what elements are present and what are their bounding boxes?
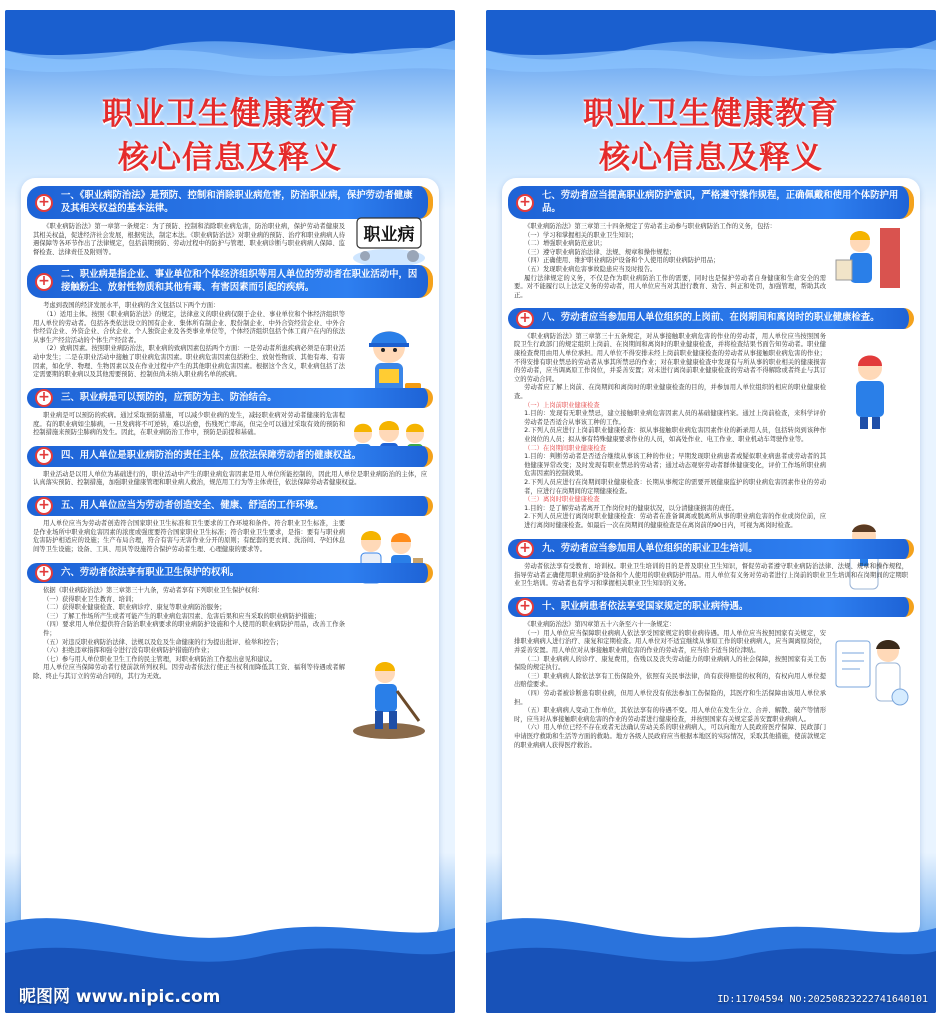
section-9-body: 劳动者依法享有受教育、培训权。职业卫生培训的目的是普及职业卫生知识，督促劳动者遵守职业病防治法律、法规、规章和操作规程，指导劳动者正确使用职业病防护设备和个人使用的职业病防护用品。用人单位有义务对劳动者进行上岗前的职业卫生培训和在岗期间的定期职业卫生培训。劳动者也有学习和掌握相关职业卫生知识的义务。 [514,563,908,588]
section-3-body: 职业病是可以预防的疾病。通过采取预防措施，可以减少职业病的发生，减轻职业病对劳动者健康的危害程度。有的职业病如尘肺病，一旦发病将不可逆转，难以治愈，伤残死亡率高，但完全可以通过采取有效的预防和控制措施来预防尘肺病的发生。因此，在职业病防治工作中，预防是前提和基础。 [33,412,345,437]
plus-icon: + [35,564,53,582]
plus-icon: + [35,194,53,212]
content-card-left [21,178,439,938]
section-2-body: 考虑到我国的经济发展水平，职业病的含义包括以下两个方面： （1）适用主体。按照《职业病防治法》的规定，法律意义的职业病仅限于企业、事业单位和个体经济组织等用人单位的劳动者。包括各类依法设立的国有企业、集体所有制企业、股份制企业、中外合资经营企业、中外合作经营企业、外资企业、合伙企业、个人独资企业及各类事业单位等，个体经济组织包括个体工商户在内的依法从事生产经营活动的个体生产经营者。 （2）致病因素。按照职业病防治法，职业病的致病因素包括两个方面：一是劳动者所患疾病必须是在职业活动中发生；二是在职业活动中接触了职业病危害因素。职业病危害因素包括粉尘、放射性物质、其他有毒、有害因素，如化学、物理、生物因素以及在作业过程中产生的其他职业病危害因素。根据这个含义，职业病包括了法定需要期的职业病以及其他需要预防、控制但尚未纳入职业病名单的疾病。 [33,302,345,379]
section-5-body: 用人单位应当为劳动者创造符合国家职业卫生标准和卫生要求的工作环境和条件。符合职业卫生标准，主要是作业场所中职业病危害因素的浓度或强度要符合国家职业卫生标准；符合职业卫生要求，是指：要有与职业病危害防护相适应的设施；生产布局合理，符合有害与无害作业分开的原则；有配套的更衣间、洗浴间、孕妇休息间等卫生设施；设备、工具、用具等设施符合保护劳动者生理、心理健康的要求等。 [33,520,345,553]
section-3 [27,388,433,438]
poster-title-line1: 职业卫生健康教育 [102,96,358,132]
section-6-heading: + 六、劳动者依法享有职业卫生保护的权利。 [27,563,433,584]
section-10-heading: + 十、职业病患者依法享受国家规定的职业病待遇。 [508,597,914,618]
illustration-label: 职业病 [363,225,415,245]
section-10-body: 《职业病防治法》第四章第五十六条至六十一条规定： （一）用人单位应当保障职业病病人依法享受国家规定的职业病待遇。用人单位应当按照国家有关规定，安排职业病病人进行治疗、康复和定期检查。用人单位对不适宜继续从事原工作的职业病病人，应当调离原岗位，并妥善安置。用人单位对从事接触职业病危害的作业的劳动者，应当给予适当岗位津贴。 （二）职业病病人的诊疗、康复费用，伤残以及丧失劳动能力的职业病病人的社会保障，按照国家有关工伤保险的规定执行。 （三）职业病病人除依法享有工伤保险外，依照有关民事法律，尚有获得赔偿的权利的，有权向用人单位提出赔偿要求。 （四）劳动者被诊断患有职业病，但用人单位没有依法参加工伤保险的，其医疗和生活保障由该用人单位承担。 （五）职业病病人变动工作单位，其依法享有的待遇不变。用人单位在发生分立、合并、解散、破产等情形时，应当对从事接触职业病危害的作业的劳动者进行健康检查，并按照国家有关规定妥善安置职业病病人。 （六）用人单位已经不存在或者无法确认劳动关系的职业病病人，可以向地方人民政府医疗保障、民政部门申请医疗救助和生活等方面的救助。地方各级人民政府应当根据本地区的实际情况，采取其他措施，使前款规定的职业病病人获得医疗救治。 [514,621,826,749]
section-2 [27,265,433,379]
poster-title-line1: 职业卫生健康教育 [583,96,839,132]
watermark-text: 昵图网 www.nipic.com [19,987,221,1007]
plus-icon: + [516,194,534,212]
poster-right [486,10,936,1013]
occupational-disease-illustration [349,208,429,270]
section-6 [27,563,433,682]
section-9 [508,539,914,589]
section-10 [508,597,914,750]
section-8 [508,308,914,530]
section-1 [27,186,433,257]
section-4-body: 职业活动是以用人单位为基础进行的，职业活动中产生的职业病危害因素是用人单位所能控制的，因此用人单位是职业病防治的主体，应认真落实预防、控制措施，加强职业健康管理和职业病人救治，规范用工行为等主体责任，依法保障劳动者健康权益。 [33,470,427,487]
plus-icon: + [35,389,53,407]
plus-icon: + [516,598,534,616]
section-5 [27,496,433,555]
content-card-right [502,178,920,938]
section-8-heading: + 八、劳动者应当参加用人单位组织的上岗前、在岗期间和离岗时的职业健康检查。 [508,308,914,329]
section-1-heading: + 一、《职业病防治法》是预防、控制和消除职业病危害，防治职业病，保护劳动者健康及其相关权益的基本法律。 [27,186,433,219]
worker-red-helmet-illustration [830,342,910,432]
section-6-body: 依据《职业病防治法》第三章第三十九条，劳动者享有下列职业卫生保护权利： （一）获得职业卫生教育、培训； （二）获得职业健康检查、职业病诊疗、康复等职业病防治服务； （三）了解工作场所产生或者可能产生的职业病危害因素、危害后果和应当采取的职业病防护措施； （四）要求用人单位提供符合防治职业病要求的职业病防护设施和个人使用的职业病防护用品，改善工作条件； （五）对违反职业病防治法律、法规以及危及生命健康的行为提出批评、检举和控告； （六）拒绝违章指挥和强令进行没有职业病防护措施的作业； （七）参与用人单位职业卫生工作的民主管理，对职业病防治工作提出意见和建议。 用人单位应当保障劳动者行使前款所列权利。因劳动者依法行使正当权利而降低其工资、福利等待遇或者解除、终止与其订立的劳动合同的，其行为无效。 [33,587,345,680]
top-wave-decoration [5,10,455,90]
section-5-heading: + 五、用人单位应当为劳动者创造安全、健康、舒适的工作环境。 [27,496,433,517]
section-7-body: 《职业病防治法》第三章第三十四条规定了劳动者主动参与职业病防治工作的义务，包括： （一）学习和掌握相关的职业卫生知识； （二）增强职业病防范意识； （三）遵守职业病防治法律、法规、规章和操作规程； （四）正确使用、维护职业病防护设备和个人使用的职业病防护用品； （五）发现职业病危害事故隐患应当及时报告。 履行法律规定的义务，不仅是作为职业病防治工作的需要，同时也是保护劳动者自身健康和生命安全的需要。对不能履行以上法定义务的劳动者，用人单位应当对其进行教育、劝告、纠正和处罚，加强管理，帮助其改正。 [514,223,826,299]
engineer-illustration [830,220,910,296]
section-1-body: 《职业病防治法》第一章第一条规定：为了预防、控制和消除职业病危害，防治职业病，保护劳动者健康及其相关权益，促进经济社会发展，根据宪法，制定本法。《职业病防治法》对职业病的预防、治疗和职业病病人待遇保障等各环节作出了法律规定，包括前期预防、劳动过程中的防护与管理、职业病诊断与职业病病人保障、监督检查、法律责任及附则等。 [33,223,345,256]
plus-icon: + [35,273,53,291]
plus-icon: + [516,310,534,328]
section-4 [27,446,433,488]
miner-worker-illustration [349,651,429,741]
top-wave-decoration [486,10,936,90]
section-2-heading: + 二、职业病是指企业、事业单位和个体经济组织等用人单位的劳动者在职业活动中，因接触粉尘、放射性物质和其他有毒、有害因素而引起的疾病。 [27,265,433,298]
plus-icon: + [35,447,53,465]
section-7-heading: + 七、劳动者应当提高职业病防护意识，严格遵守操作规程，正确佩戴和使用个体防护用品。 [508,186,914,219]
image-id-text: ID:11704594 NO:20250823222741640101 [717,994,928,1005]
nurse-clipboard-illustration [830,627,910,717]
poster-title-line2: 核心信息及释义 [118,140,342,176]
poster-title-line2: 核心信息及释义 [599,140,823,176]
section-9-heading: + 九、劳动者应当参加用人单位组织的职业卫生培训。 [508,539,914,560]
section-3-heading: + 三、职业病是可以预防的，应预防为主、防治结合。 [27,388,433,409]
section-4-heading: + 四、用人单位是职业病防治的责任主体，应依法保障劳动者的健康权益。 [27,446,433,467]
section-8-body: 《职业病防治法》第三章第三十五条规定，对从事接触职业病危害的作业的劳动者，用人单位应当按照国务院卫生行政部门的规定组织上岗前、在岗期间和离岗时的职业健康检查，并将检查结果书面告知劳动者。职业健康检查费用由用人单位承担。用人单位不得安排未经上岗前职业健康检查的劳动者从事接触职业病危害的作业；不得安排有职业禁忌的劳动者从事其所禁忌的作业；对在职业健康检查中发现有与所从事的职业相关的健康损害的劳动者，应当调离原工作岗位，并妥善安置；对未进行离岗前职业健康检查的劳动者不得解除或者终止与其订立的劳动合同。 劳动者应了解上岗前、在岗期间和离岗时的职业健康检查的目的，并参加用人单位组织的相应的职业健康检查。 （一）上岗前职业健康检查 1.目的：发现有无职业禁忌，建立接触职业病危害因素人员的基础健康档案。通过上岗前检查，来科学评价劳动者是否适合从事该工种的工作。 2.下列人员应进行上岗前职业健康检查：拟从事接触职业病危害因素作业的新录用人员，包括转岗到该种作业岗位的人员；拟从事有特殊健康要求作业的人员，如高处作业、电工作业、职业机动车驾驶作业等。 （二）在岗期间职业健康检查 1.目的：判断劳动者是否适合继续从事该工种的作业；早期发现职业病患者或疑似职业病患者或劳动者的其他健康异常改变；及时发现有职业禁忌的劳动者；通过动态观察劳动者群体健康变化，评价工作场所职业病危害因素的控制效果。 2.下列人员应进行在岗期间职业健康检查：长期从事规定的需要开展健康监护的职业病危害因素作业的劳动者，应进行在岗期间的定期健康检查。 （三）离岗时职业健康检查 1.目的：是了解劳动者离开工作岗位时的健康状况，以分清健康损害的责任。 2.下列人员应进行离岗时职业健康检查：劳动者在准备调离或脱离所从事的职业病危害的作业或岗位前，应进行离岗时健康检查。如最后一次在岗期间的健康检查是在离岗前的90日内，可视为离岗时检查。 [514,332,826,529]
poster-left [5,10,455,1013]
section-7 [508,186,914,300]
plus-icon: + [35,497,53,515]
plus-icon: + [516,540,534,558]
